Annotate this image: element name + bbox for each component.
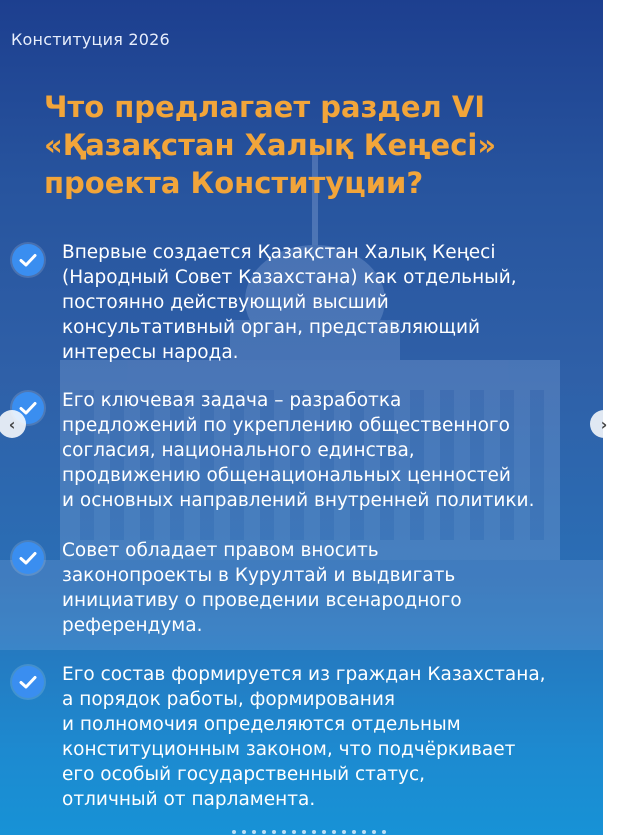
- header-label: Конституция 2026: [11, 30, 170, 49]
- chevron-left-icon[interactable]: ‹: [0, 410, 26, 438]
- check-circle-icon: [12, 542, 44, 574]
- chevron-right-icon[interactable]: ›: [590, 410, 618, 438]
- list-item-text: Впервые создается Қазақстан Халық Кеңесі (Народный Совет Казахстана) как отдельный, постоянно действующий высший консультативный орган, представляющий интересы народа.: [62, 242, 517, 363]
- page-title: Что предлагает раздел VI «Қазақстан Халық Кеңесі» проекта Конституции?: [44, 90, 497, 200]
- check-circle-icon: [12, 244, 44, 276]
- list-item-text: Его состав формируется из граждан Казахстана, а порядок работы, формирования и полномочия определяются отдельным конституционным законом, что подчёркивает его особый государственный статус, отличный от парламента.: [62, 664, 546, 810]
- check-circle-icon: [12, 666, 44, 698]
- list-item-text: Совет обладает правом вносить законопроекты в Курултай и выдвигать инициативу о проведении всенародного референдума.: [62, 540, 462, 636]
- pagination-dots: [230, 828, 390, 836]
- list-item-text: Его ключевая задача – разработка предложений по укреплению общественного согласия, национального единства, продвижению общенациональных ценностей и основных направлений внутренней политики.: [62, 390, 535, 511]
